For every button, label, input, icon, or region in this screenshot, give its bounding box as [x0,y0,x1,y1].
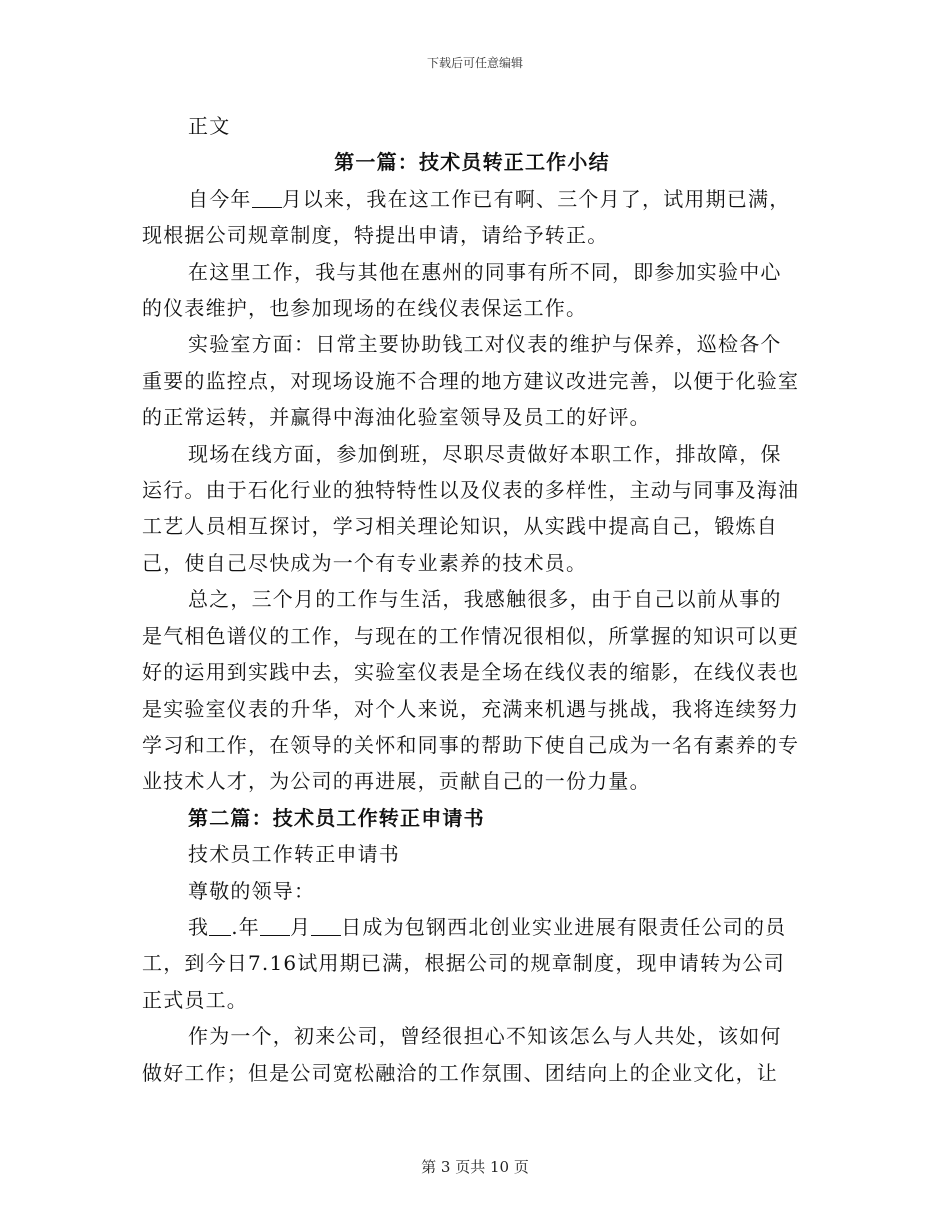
document-body [142,108,802,1091]
blank-line [260,915,290,936]
paragraph-1-start: 自今年 [188,186,252,211]
paragraph-4: 现场在线方面，参加倒班，尽职尽责做好本职工作，排故障，保运行。由于石化行业的独特特性以及仪表的多样性，主动与同事及海油工艺人员相互探讨，学习相关理论知识，从实践中提高自己，锻炼自己，使自己尽快成为一个有专业素养的技术员。 [142,441,800,575]
paragraph-1-rest: 月以来，我在这工作已有啊、三个月了，试用期已满，现根据公司规章制度，特提出申请，请给予转正。 [142,186,791,248]
paragraph-6-c: 月 [289,914,312,939]
paragraph-6-d: 日成为包钢西北创业实业进展有限责任公司的员工，到今日7.16试用期已满，根据公司的规章制度，现申请转为公司正式员工。 [142,914,787,1012]
article-title-1: 第一篇：技术员转正工作小结 [334,150,610,175]
blank-line [311,915,341,936]
salutation: 尊敬的领导： [188,878,316,903]
article-title-2: 第二篇：技术员工作转正申请书 [188,805,485,830]
page-header: 下载后可任意编辑 [426,56,523,70]
paragraph-2: 在这里工作，我与其他在惠州的同事有所不同，即参加实验中心的仪表维护，也参加现场的在线仪表保运工作。 [142,259,782,321]
page-footer: 第 3 页共 10 页 [421,1158,529,1176]
paragraph-5: 总之，三个月的工作与生活，我感触很多，由于自己以前从事的是气相色谱仪的工作，与现在的工作情况很相似，所掌握的知识可以更好的运用到实践中去，实验室仪表是全场在线仪表的缩影，在线仪表也是实验室仪表的升华，对个人来说，充满来机遇与挑战，我将连续努力学习和工作，在领导的关怀和同事的帮助下使自己成为一名有素养的专业技术人才，为公司的再进展，贡献自己的一份力量。 [142,587,800,794]
paragraph-1 [142,181,802,254]
paragraph-6-b: .年 [231,914,260,939]
letter-title: 技术员工作转正申请书 [188,842,400,867]
paragraph-7: 作为一个，初来公司，曾经很担心不知该怎么与人共处，该如何做好工作；但是公司宽松融洽的工作氛围、团结向上的企业文化，让 [142,1024,782,1085]
paragraph-3: 实验室方面：日常主要协助钱工对仪表的维护与保养，巡检各个重要的监控点，对现场设施不合理的地方建议改进完善，以便于化验室的正常运转，并赢得中海油化验室领导及员工的好评。 [142,332,800,430]
blank-line [252,187,282,208]
section-label: 正文 [188,114,231,138]
paragraph-6-a: 我 [188,914,210,939]
blank-line [209,915,231,936]
paragraph-6 [142,909,802,1018]
